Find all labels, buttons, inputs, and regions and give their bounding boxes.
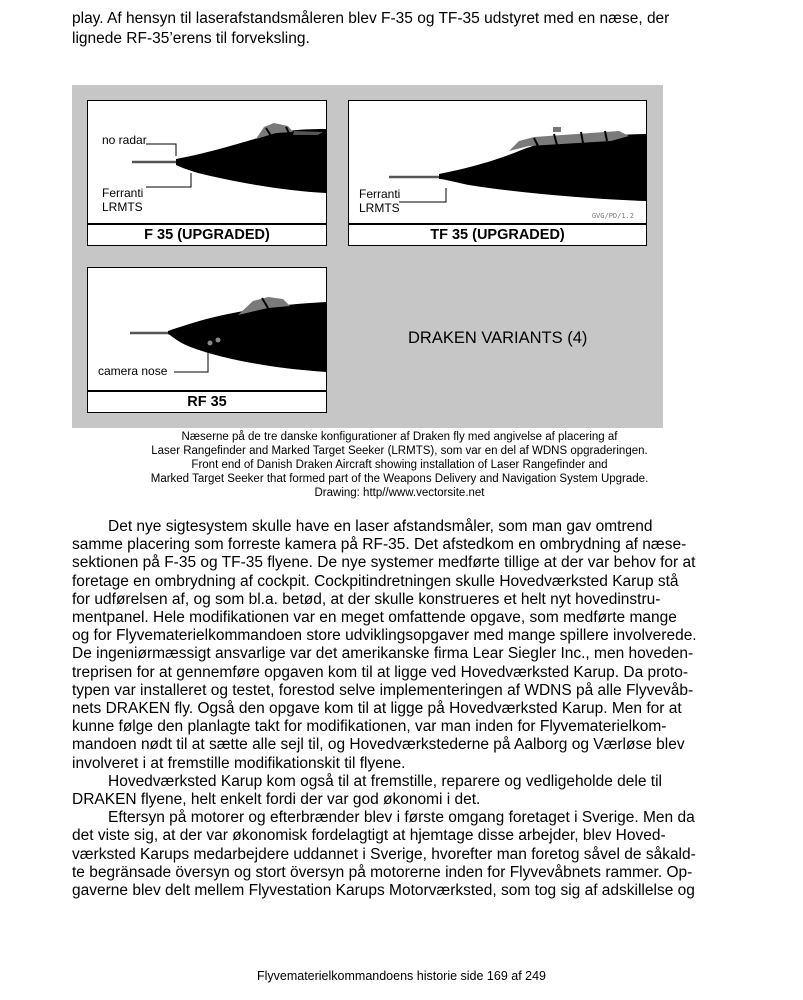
page-footer: Flyvematerielkommandoens historie side 169 af 249 bbox=[256, 969, 547, 983]
camera-nose-label: camera nose bbox=[98, 364, 168, 378]
text-line: sektionen på F-35 og TF-35 flyene. De nye systemer medførte tillige at der var behov for at bbox=[72, 554, 696, 572]
text-line: Eftersyn på motorer og efterbrænder blev i første omgang foretaget i Sverige. Men da bbox=[108, 809, 695, 827]
text-line: det viste sig, at der var økonomisk fordelagtigt at hjemtage disse arbejder, blev Hoved- bbox=[72, 827, 666, 845]
intro-line: play. Af hensyn til laserafstandsmåleren blev F-35 og TF-35 udstyret med en næse, der bbox=[72, 10, 670, 27]
paragraph bbox=[72, 518, 727, 773]
text-line: og for Flyvematerielkommandoen store udviklingsopgaver med mange spillere involverede. bbox=[72, 627, 697, 645]
figure-title: DRAKEN VARIANTS (4) bbox=[408, 329, 588, 347]
caption-line: Marked Target Seeker that formed part of the Weapons Delivery and Navigation System Upgrade. bbox=[150, 473, 649, 485]
drawing-signature: GVG/PD/1.2 bbox=[591, 212, 634, 220]
text-line: De ingeniørmæssigt ansvarlige var det amerikanske firma Lear Siegler Inc., men hoveden- bbox=[72, 645, 694, 663]
ferranti-label: Ferranti bbox=[102, 186, 144, 200]
panel-rf35 bbox=[87, 267, 327, 413]
no-radar-label: no radar bbox=[102, 133, 147, 147]
caption-line: Front end of Danish Draken Aircraft showing installation of Laser Rangefinder and bbox=[191, 459, 608, 471]
body-text bbox=[72, 518, 727, 900]
lrmts-label: LRMTS bbox=[102, 200, 143, 214]
text-line: værksted Karups medarbejdere uddannet i Sverige, hvorefter man foretog såvel de såkald- bbox=[72, 845, 696, 863]
panel-title-tf35: TF 35 (UPGRADED) bbox=[349, 223, 646, 245]
text-line: mandoen nødt til at sætte alle sejl til, og Hovedværkstederne på Aalborg og Værløse blev bbox=[72, 736, 685, 754]
text-line: nets DRAKEN fly. Også den opgave kom til at ligge på Hovedværksted Karup. Men for at bbox=[72, 700, 682, 718]
panel-title-f35: F 35 (UPGRADED) bbox=[88, 223, 326, 245]
text-line: typen var installeret og testet, forestod selve implementeringen af WDNS på alle Flyvevåb- bbox=[72, 681, 694, 699]
caption-line: Laser Rangefinder and Marked Target Seeker (LRMTS), som var en del af WDNS opgraderingen. bbox=[151, 445, 648, 457]
text-line: mentpanel. Hele modifikationen var en meget omfattende opgave, som medførte mange bbox=[72, 609, 677, 627]
draken-figure bbox=[72, 85, 663, 428]
intro-paragraph bbox=[72, 9, 732, 49]
text-line: Det nye sigtesystem skulle have en laser afstandsmåler, som man gav omtrend bbox=[108, 518, 653, 535]
text-line: Hovedværksted Karup kom også til at fremstille, reparere og vedligeholde dele til bbox=[108, 772, 662, 790]
text-line: foretage en ombrydning af cockpit. Cockpitindretningen skulle Hovedværksted Karup stå bbox=[72, 572, 679, 590]
text-line: for udførelsen af, og som bl.a. betød, at der skulle konstrueres et helt nyt hovedinstru- bbox=[72, 590, 661, 608]
caption-line: Næserne på de tre danske konfigurationer af Draken fly med angivelse af placering af bbox=[181, 431, 618, 443]
figure-caption bbox=[72, 430, 727, 500]
caption-line: Drawing: http//www.vectorsite.net bbox=[314, 487, 485, 499]
ferranti-label: Ferranti bbox=[359, 187, 401, 201]
text-line: gaverne blev delt mellem Flyvestation Karups Motorværksted, som tog sig af adskillelse og bbox=[72, 882, 695, 900]
intro-line: lignede RF-35’erens til forveksling. bbox=[72, 30, 310, 47]
text-line: involveret i at fremstille modifikationskit til flyene. bbox=[72, 754, 406, 772]
lrmts-label: LRMTS bbox=[359, 201, 400, 215]
panel-f35 bbox=[87, 100, 327, 246]
paragraph bbox=[72, 773, 727, 809]
text-line: DRAKEN flyene, helt enkelt fordi der var god økonomi i det. bbox=[72, 791, 481, 809]
panel-title-rf35: RF 35 bbox=[88, 390, 326, 412]
panel-tf35 bbox=[348, 100, 647, 246]
text-line: treprisen for at gennemføre opgaven kom til at ligge ved Hovedværksted Karup. Da proto- bbox=[72, 663, 689, 681]
text-line: kunne følge den planlagte takt for modifikationen, var man inden for Flyvematerielkom- bbox=[72, 718, 667, 736]
text-line: te begränsade översyn og stort översyn på motorerne inden for Flyvevåbnets rammer. Op- bbox=[72, 863, 693, 881]
paragraph bbox=[72, 809, 727, 900]
text-line: samme placering som forreste kamera på RF-35. Det afstedkom en ombrydning af næse- bbox=[72, 536, 687, 554]
